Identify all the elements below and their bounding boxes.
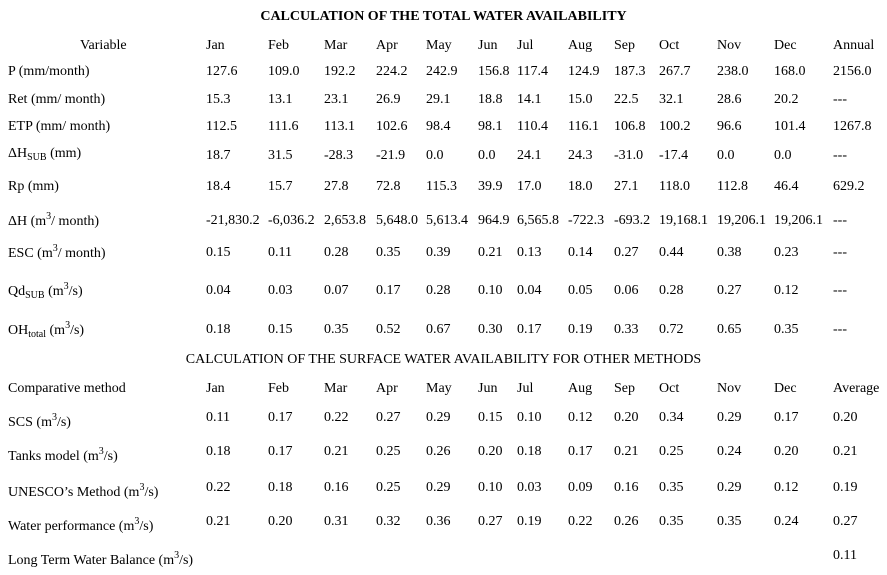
table1-cell: 124.9: [568, 64, 600, 79]
label-part-label-post: /s): [68, 284, 83, 299]
table2-cell: 0.35: [717, 514, 742, 529]
table1-cell: 192.2: [324, 64, 356, 79]
table2-column-header: Dec: [774, 381, 797, 396]
table2-cell: 0.34: [659, 410, 684, 425]
label-part-label-post: /s): [139, 519, 154, 534]
table2-cell: 0.25: [376, 480, 401, 495]
table1-row-label: [8, 243, 106, 262]
table1-column-header: Jun: [478, 38, 498, 53]
table1-cell: 39.9: [478, 179, 503, 194]
table1-cell: 111.6: [268, 119, 299, 134]
label-part-label-pre: ESC (m: [8, 246, 53, 261]
table1-cell: 224.2: [376, 64, 408, 79]
table1-cell: 14.1: [517, 92, 542, 107]
table1-cell: 242.9: [426, 64, 458, 79]
table1-cell: 0.13: [517, 245, 542, 260]
table1-cell: 2156.0: [833, 64, 872, 79]
table1-cell: 0.39: [426, 245, 451, 260]
table1-cell: 22.5: [614, 92, 639, 107]
table2-cell: 0.20: [833, 410, 858, 425]
label-part-label-post: /s): [103, 449, 118, 464]
table1-cell: 0.65: [717, 322, 742, 337]
label-part-label-pre: Tanks model (m: [8, 449, 99, 464]
table1-cell: 117.4: [517, 64, 548, 79]
table1-cell: ---: [833, 283, 847, 298]
table1-cell: -17.4: [659, 148, 689, 163]
table1-cell: 0.03: [268, 283, 293, 298]
label-part-label-pre: Qd: [8, 284, 26, 299]
table1-cell: 19,168.1: [659, 213, 708, 228]
table2-cell: 0.24: [717, 444, 742, 459]
table1-cell: 0.44: [659, 245, 684, 260]
table1-cell: 0.35: [324, 322, 349, 337]
table1-column-header: Nov: [717, 38, 742, 53]
label-part-label-post: /s): [144, 485, 159, 500]
table1-cell: 0.27: [717, 283, 742, 298]
table1-cell: ---: [833, 148, 847, 163]
table1-column-header: Feb: [268, 38, 289, 53]
table1-cell: 0.28: [659, 283, 684, 298]
table1-cell: 0.23: [774, 245, 799, 260]
table1-cell: 168.0: [774, 64, 806, 79]
table2-cell: 0.19: [833, 480, 858, 495]
table2-title: CALCULATION OF THE SURFACE WATER AVAILABILITY FOR OTHER METHODS: [185, 352, 702, 367]
table1-cell: 98.1: [478, 119, 503, 134]
table1-column-header: Dec: [774, 38, 797, 53]
table1-cell: 115.3: [426, 179, 457, 194]
table1-cell: -31.0: [614, 148, 644, 163]
table1-column-header: Aug: [568, 38, 593, 53]
table2-cell: 0.03: [517, 480, 542, 495]
table1-cell: 24.1: [517, 148, 542, 163]
table2-cell: 0.17: [774, 410, 799, 425]
table1-cell: 0.11: [268, 245, 292, 260]
label-part-sup: 3: [46, 211, 52, 222]
table2-method-header: Comparative method: [8, 381, 126, 396]
table2-cell: 0.29: [426, 480, 451, 495]
label-part-sup: 3: [52, 243, 58, 254]
table2-cell: 0.22: [324, 410, 349, 425]
table2-column-header: Sep: [614, 381, 635, 396]
table2-column-header: Aug: [568, 381, 593, 396]
table2-cell: 0.10: [517, 410, 542, 425]
table2-cell: 0.12: [568, 410, 593, 425]
table1-cell: 46.4: [774, 179, 799, 194]
table1-cell: 0.06: [614, 283, 639, 298]
table1-cell: 187.3: [614, 64, 646, 79]
table1-cell: 0.14: [568, 245, 593, 260]
table1-cell: -693.2: [614, 213, 651, 228]
table1-cell: 0.52: [376, 322, 401, 337]
table2-cell: 0.18: [268, 480, 293, 495]
table2-cell: 0.29: [717, 410, 742, 425]
table1-cell: 101.4: [774, 119, 806, 134]
table1-cell: 156.8: [478, 64, 510, 79]
table1-cell: 15.3: [206, 92, 231, 107]
table2-column-header: Feb: [268, 381, 289, 396]
label-part-label-mid: (mm): [46, 146, 82, 161]
table2-cell: 0.21: [833, 444, 858, 459]
table2-column-header: Average: [833, 381, 880, 396]
table1-cell: 112.8: [717, 179, 748, 194]
table1-column-header: Annual: [833, 38, 875, 53]
table2-row-label: [8, 482, 158, 501]
table2-cell: 0.36: [426, 514, 451, 529]
table1-variable-header: Variable: [80, 38, 127, 53]
table1-cell: 0.07: [324, 283, 349, 298]
table2-cell: 0.20: [268, 514, 293, 529]
table1-cell: 32.1: [659, 92, 684, 107]
label-part-sub: total: [28, 329, 47, 340]
table1-cell: 113.1: [324, 119, 355, 134]
table2-cell: 0.29: [426, 410, 451, 425]
table1-cell: 0.21: [478, 245, 503, 260]
table2-column-header: Jan: [206, 381, 225, 396]
table2-column-header: May: [426, 381, 452, 396]
table1-cell: 27.8: [324, 179, 349, 194]
table2-column-header: Nov: [717, 381, 742, 396]
table1-cell: 5,613.4: [426, 213, 468, 228]
table2-cell: 0.18: [206, 444, 231, 459]
table1-cell: -6,036.2: [268, 213, 315, 228]
table2-cell: 0.27: [478, 514, 503, 529]
table2-cell: 0.21: [324, 444, 349, 459]
table1-column-header: Jan: [206, 38, 225, 53]
label-part-sup: 3: [63, 281, 69, 292]
label-part-sup: 3: [98, 446, 104, 457]
table2-row-label: [8, 412, 71, 431]
label-part-sup: 3: [65, 320, 71, 331]
table1-cell: 0.15: [268, 322, 293, 337]
table2-cell: 0.10: [478, 480, 503, 495]
table1-cell: 116.1: [568, 119, 599, 134]
table1-column-header: Jul: [517, 38, 534, 53]
label-part-label-pre: P (mm/month): [8, 64, 90, 79]
table2-cell: 0.11: [206, 410, 230, 425]
label-part-label-pre: ΔH (m: [8, 214, 47, 229]
label-part-label-pre: Long Term Water Balance (m: [8, 553, 175, 568]
table1-cell: 15.0: [568, 92, 593, 107]
table1-cell: 964.9: [478, 213, 510, 228]
table2-cell: 0.24: [774, 514, 799, 529]
table1-cell: 0.0: [774, 148, 792, 163]
table1-cell: 0.17: [376, 283, 401, 298]
table1-cell: 106.8: [614, 119, 646, 134]
table1-cell: 18.4: [206, 179, 231, 194]
label-part-sub: SUB: [25, 290, 45, 301]
table1-cell: 102.6: [376, 119, 408, 134]
table1-cell: 98.4: [426, 119, 451, 134]
table1-row-label: [8, 281, 83, 301]
label-part-sup: 3: [51, 412, 57, 423]
table2-row-label: [8, 516, 153, 535]
table1-cell: ---: [833, 92, 847, 107]
table1-cell: 0.05: [568, 283, 593, 298]
table1-cell: 0.18: [206, 322, 231, 337]
table2-cell: 0.21: [206, 514, 231, 529]
label-part-label-post: /s): [179, 553, 194, 568]
table2-cell: 0.35: [659, 514, 684, 529]
table1-cell: 0.35: [774, 322, 799, 337]
table2-cell: 0.22: [206, 480, 231, 495]
table1-cell: 267.7: [659, 64, 691, 79]
table2-cell: 0.29: [717, 480, 742, 495]
label-part-label-post: /s): [70, 323, 85, 338]
table2-cell: 0.31: [324, 514, 349, 529]
table1-cell: 0.04: [517, 283, 542, 298]
table1-cell: 0.28: [324, 245, 349, 260]
label-part-sup: 3: [174, 550, 180, 561]
table2-column-header: Oct: [659, 381, 680, 396]
table1-cell: 27.1: [614, 179, 639, 194]
table1-row-label: [8, 211, 99, 230]
table1-column-header: Mar: [324, 38, 348, 53]
table1-cell: ---: [833, 245, 847, 260]
table1-cell: 15.7: [268, 179, 293, 194]
table1-cell: 2,653.8: [324, 213, 366, 228]
table1-cell: 0.28: [426, 283, 451, 298]
table1-cell: 238.0: [717, 64, 749, 79]
label-part-label-pre: OH: [8, 323, 29, 338]
table1-cell: -21.9: [376, 148, 406, 163]
table1-cell: 0.67: [426, 322, 451, 337]
table2-cell: 0.18: [517, 444, 542, 459]
table1-column-header: Oct: [659, 38, 680, 53]
table1-cell: 0.17: [517, 322, 542, 337]
table1-column-header: Sep: [614, 38, 635, 53]
table1-cell: 18.8: [478, 92, 503, 107]
table2-cell: 0.12: [774, 480, 799, 495]
table1-cell: 18.0: [568, 179, 593, 194]
table1-cell: 13.1: [268, 92, 293, 107]
table1-cell: 0.12: [774, 283, 799, 298]
table2-cell: 0.35: [659, 480, 684, 495]
table1-cell: 109.0: [268, 64, 300, 79]
table2-column-header: Apr: [376, 381, 398, 396]
table2-cell: 0.20: [478, 444, 503, 459]
table1-cell: 0.04: [206, 283, 231, 298]
table1-cell: 629.2: [833, 179, 865, 194]
table1-column-header: May: [426, 38, 452, 53]
table1-row-label: [8, 92, 105, 108]
table1-row-label: [8, 146, 81, 163]
table2-cell: 0.15: [478, 410, 503, 425]
table2-cell: 0.16: [324, 480, 349, 495]
table1-row-label: [8, 179, 59, 195]
label-part-label-post: / month): [57, 246, 106, 261]
table2-cell: 0.09: [568, 480, 593, 495]
table1-cell: ---: [833, 322, 847, 337]
table1-cell: ---: [833, 213, 847, 228]
table1-column-header: Apr: [376, 38, 398, 53]
table1-cell: 0.0: [717, 148, 735, 163]
label-part-sup: 3: [139, 482, 145, 493]
label-part-label-post: /s): [56, 415, 71, 430]
table1-cell: 127.6: [206, 64, 238, 79]
table1-cell: -722.3: [568, 213, 605, 228]
table1-cell: 0.15: [206, 245, 231, 260]
table1-cell: 0.0: [426, 148, 444, 163]
table2-cell: 0.20: [614, 410, 639, 425]
table2-cell: 0.26: [426, 444, 451, 459]
table2-cell: 0.11: [833, 548, 857, 563]
table2-cell: 0.20: [774, 444, 799, 459]
label-part-sup: 3: [134, 516, 140, 527]
table1-cell: 17.0: [517, 179, 542, 194]
table1-row-label: [8, 320, 84, 340]
label-part-label-mid: (m: [46, 323, 66, 338]
table1-cell: 31.5: [268, 148, 293, 163]
label-part-label-pre: SCS (m: [8, 415, 52, 430]
table1-cell: 29.1: [426, 92, 451, 107]
table1-cell: 100.2: [659, 119, 691, 134]
table2-cell: 0.26: [614, 514, 639, 529]
table1-cell: 19,206.1: [717, 213, 766, 228]
table1-cell: 5,648.0: [376, 213, 418, 228]
table2-cell: 0.21: [614, 444, 639, 459]
table2-cell: 0.22: [568, 514, 593, 529]
table2-row-label: [8, 446, 118, 465]
label-part-label-mid: (m: [44, 284, 64, 299]
table2-cell: 0.17: [268, 410, 293, 425]
table1-cell: 0.33: [614, 322, 639, 337]
table1-cell: 118.0: [659, 179, 690, 194]
table2-cell: 0.27: [833, 514, 858, 529]
table1-cell: 18.7: [206, 148, 231, 163]
table1-cell: 0.38: [717, 245, 742, 260]
table2-column-header: Jul: [517, 381, 534, 396]
table1-cell: 0.0: [478, 148, 496, 163]
table2-cell: 0.16: [614, 480, 639, 495]
table1-cell: 110.4: [517, 119, 548, 134]
label-part-label-post: / month): [51, 214, 100, 229]
table1-cell: 26.9: [376, 92, 401, 107]
label-part-label-pre: ΔH: [8, 146, 28, 161]
table2-cell: 0.19: [517, 514, 542, 529]
table1-cell: 6,565.8: [517, 213, 559, 228]
table1-cell: 1267.8: [833, 119, 872, 134]
table1-row-label: [8, 119, 110, 135]
table1-cell: 112.5: [206, 119, 237, 134]
label-part-label-pre: Water performance (m: [8, 519, 135, 534]
table1-cell: 0.19: [568, 322, 593, 337]
table2-cell: 0.25: [376, 444, 401, 459]
table1-cell: 0.35: [376, 245, 401, 260]
table1-cell: 24.3: [568, 148, 593, 163]
table1-cell: 0.27: [614, 245, 639, 260]
table1-cell: 72.8: [376, 179, 401, 194]
table1-cell: -28.3: [324, 148, 354, 163]
table1-cell: 23.1: [324, 92, 349, 107]
table1-cell: 96.6: [717, 119, 742, 134]
label-part-label-pre: ETP (mm/ month): [8, 119, 111, 134]
table1-cell: -21,830.2: [206, 213, 260, 228]
table1-cell: 19,206.1: [774, 213, 823, 228]
table1-cell: 28.6: [717, 92, 742, 107]
table2-column-header: Mar: [324, 381, 348, 396]
label-part-label-pre: UNESCO’s Method (m: [8, 485, 140, 500]
table1-cell: 20.2: [774, 92, 799, 107]
table1-cell: 0.30: [478, 322, 503, 337]
label-part-label-pre: Ret (mm/ month): [8, 92, 106, 107]
table1-title: CALCULATION OF THE TOTAL WATER AVAILABILITY: [260, 9, 627, 24]
table2-cell: 0.32: [376, 514, 401, 529]
table2-cell: 0.27: [376, 410, 401, 425]
table1-cell: 0.10: [478, 283, 503, 298]
table2-column-header: Jun: [478, 381, 498, 396]
table1-cell: 0.72: [659, 322, 684, 337]
table2-cell: 0.17: [268, 444, 293, 459]
table1-row-label: [8, 64, 90, 80]
table2-row-label: [8, 550, 193, 569]
table2-cell: 0.25: [659, 444, 684, 459]
label-part-label-pre: Rp (mm): [8, 179, 59, 194]
table2-cell: 0.17: [568, 444, 593, 459]
label-part-sub: SUB: [27, 152, 47, 163]
